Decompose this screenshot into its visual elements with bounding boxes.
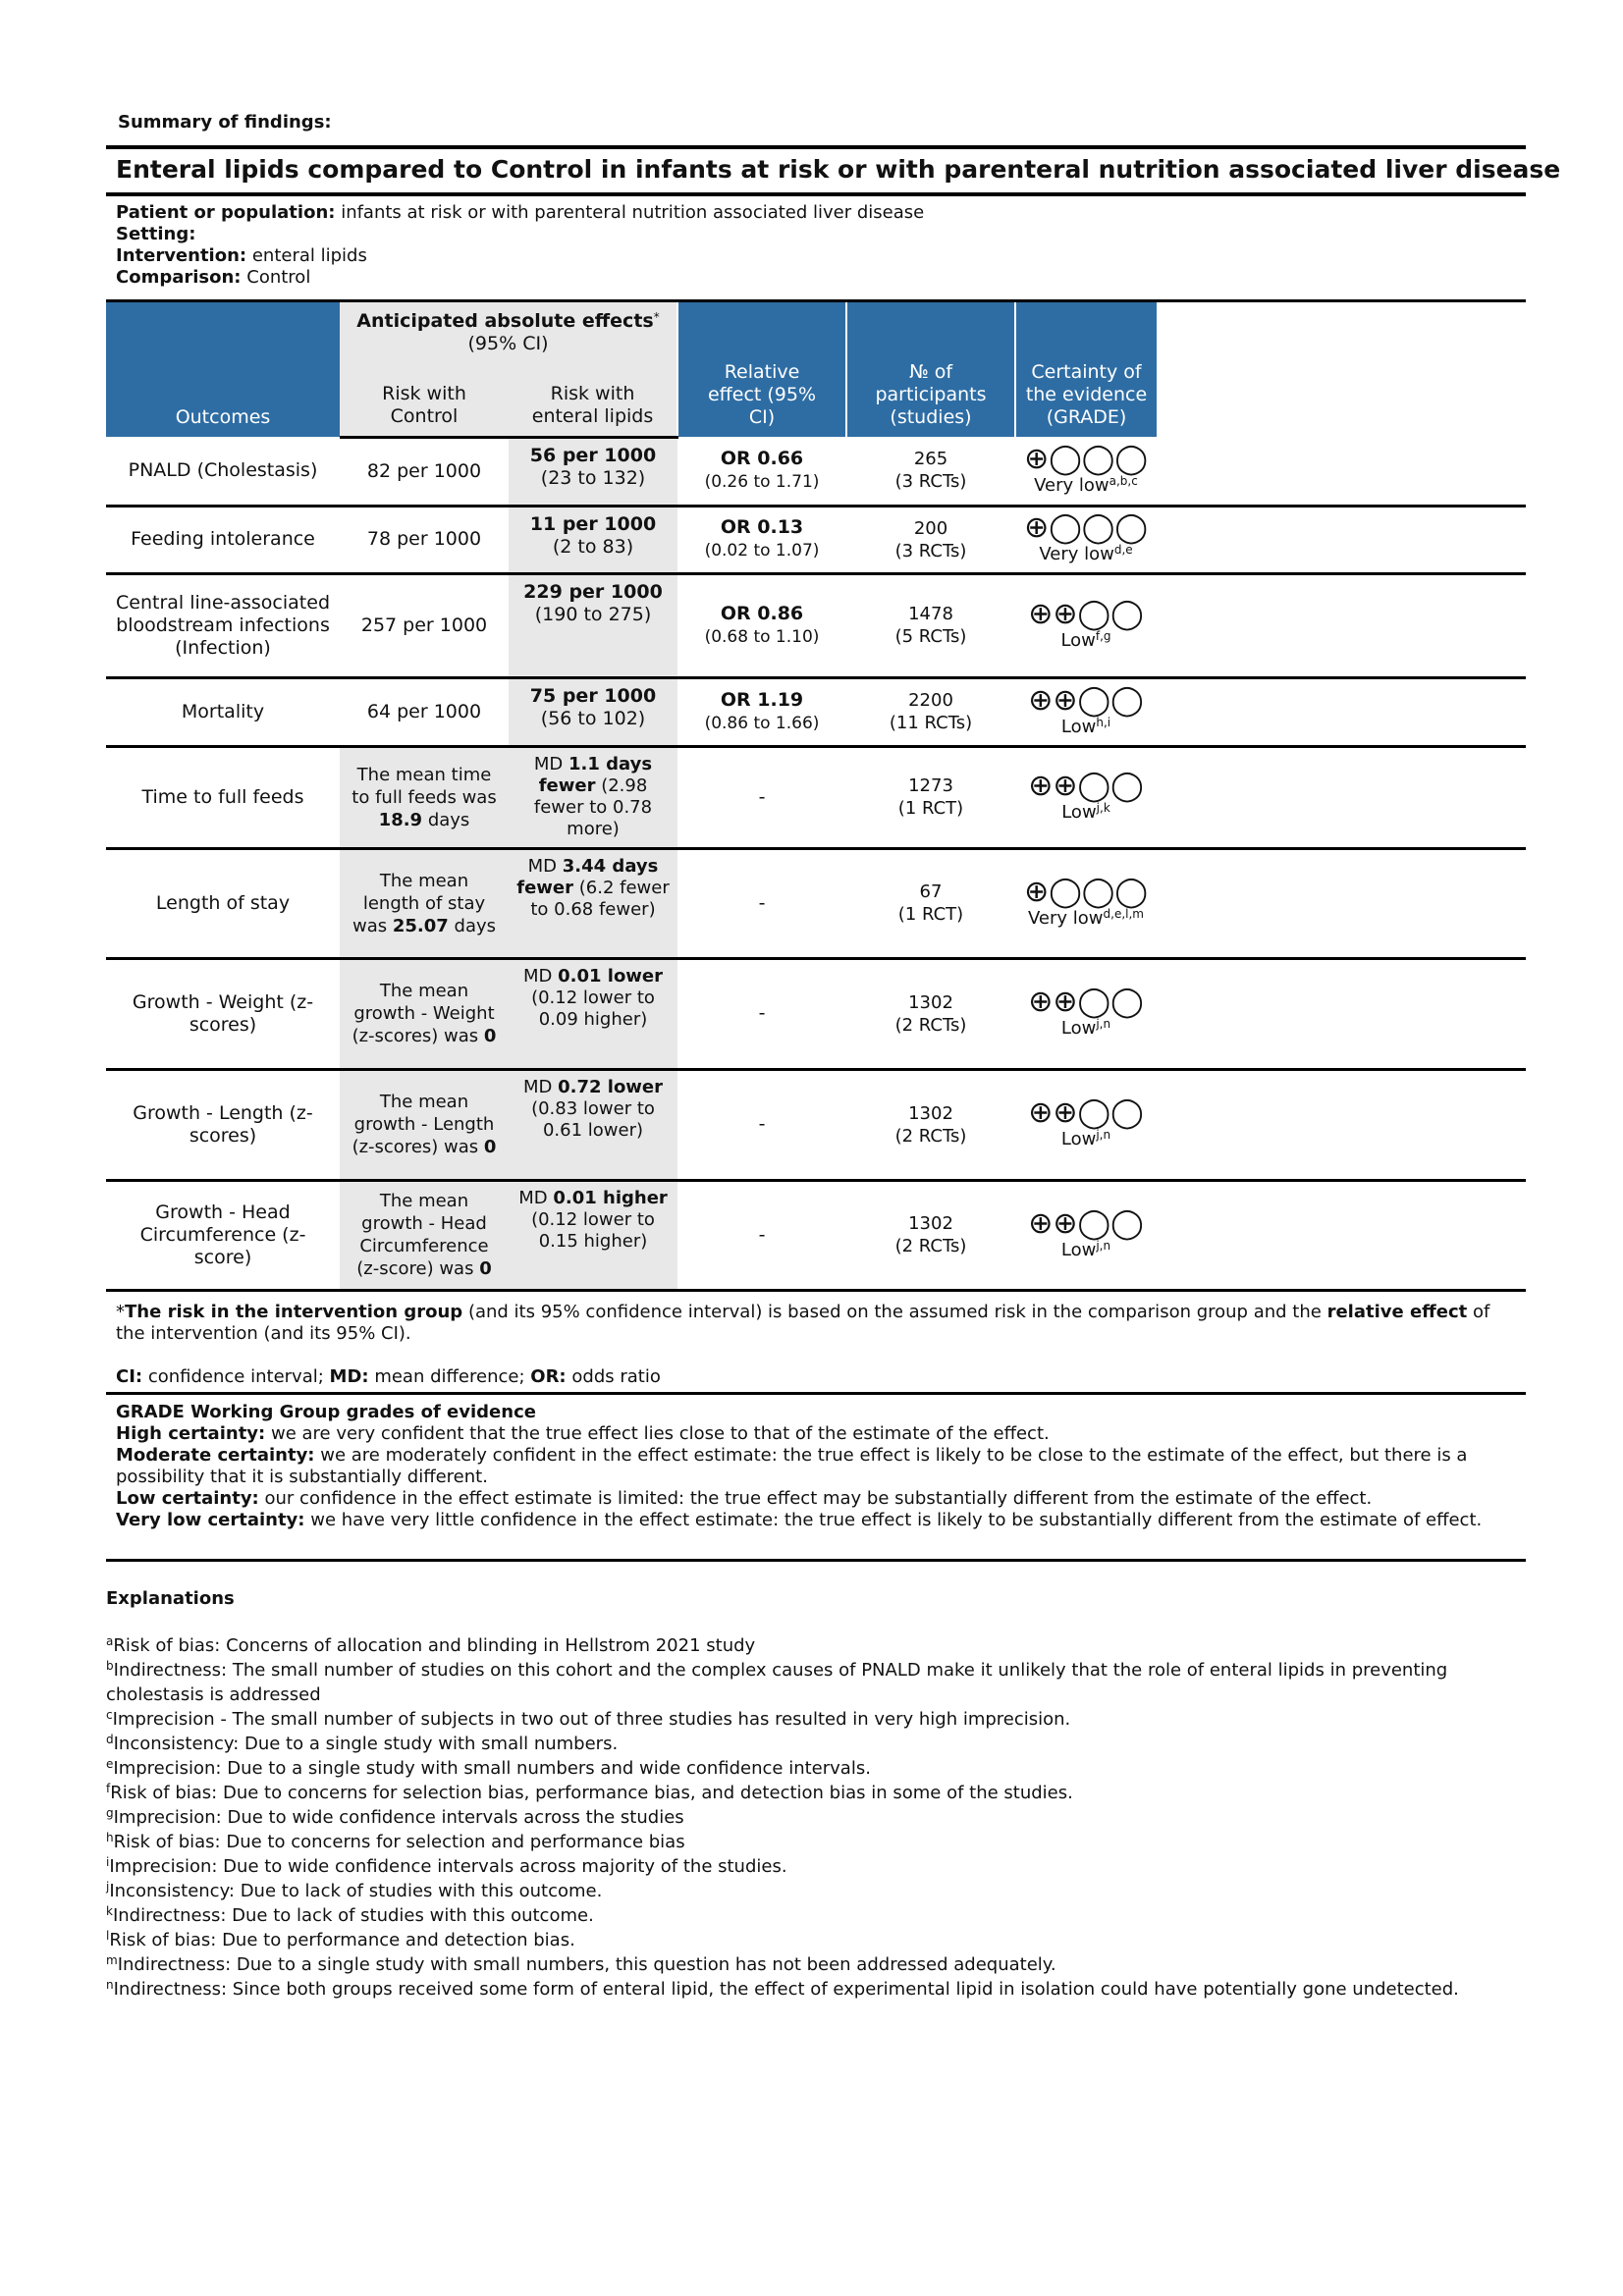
blank-cell: [1157, 746, 1526, 848]
table-row: [106, 848, 1526, 958]
explanation-item: $^b$Indirectness: The small number of studies on this cohort and the complex causes of PNALD make it unlikely that the role of enteral lipids in preventing cholestasis is addressed: [106, 1659, 1448, 1705]
relative-effect-cell: OR 0.66 (0.26 to 1.71): [677, 437, 846, 506]
certainty-cell: ⊕⊕◯◯ Low$^{j,n}$: [1015, 1069, 1157, 1180]
intervention-risk-cell: 11 per 1000 (2 to 83): [509, 506, 677, 573]
table-row: [106, 573, 1526, 677]
header-anticipated: [340, 301, 677, 356]
table-row: [106, 1180, 1526, 1290]
intervention-risk-cell: 229 per 1000 (190 to 275): [509, 573, 677, 677]
intervention-risk-cell: MD 3.44 days fewer (6.2 fewer to 0.68 fewer): [509, 848, 677, 958]
explanation-item: $^g$Imprecision: Due to wide confidence intervals across the studies: [106, 1806, 684, 1828]
intervention-risk-cell: 75 per 1000 (56 to 102): [509, 677, 677, 746]
title-bottom-rule: [106, 192, 1526, 196]
table-row: [106, 437, 1526, 506]
population-block: [116, 202, 924, 289]
intervention-risk-cell: MD 1.1 days fewer (2.98 fewer to 0.78 more): [509, 746, 677, 848]
certainty-rating-icon: ⊕⊕◯◯: [1028, 1095, 1144, 1130]
header-risk-control: Risk with Control: [340, 355, 509, 437]
blank-cell: [1157, 1069, 1526, 1180]
abbreviations: CI: confidence interval; MD: mean difference; OR: odds ratio: [116, 1366, 661, 1387]
intervention-label: Intervention:: [116, 245, 247, 266]
certainty-rating-icon: ⊕◯◯◯: [1024, 874, 1148, 909]
relative-effect-cell: -: [677, 1180, 846, 1290]
blank-cell: [1157, 848, 1526, 958]
grade-title: GRADE Working Group grades of evidence: [116, 1402, 536, 1422]
certainty-rating-icon: ⊕⊕◯◯: [1028, 1205, 1144, 1241]
certainty-cell: ⊕◯◯◯ Very low$^{d,e}$: [1015, 506, 1157, 573]
certainty-rating-icon: ⊕⊕◯◯: [1028, 682, 1144, 718]
table-row: [106, 746, 1526, 848]
participants-cell: 1273 (1 RCT): [846, 746, 1015, 848]
certainty-rating-icon: ⊕⊕◯◯: [1028, 596, 1144, 631]
explanation-item: $^c$Imprecision - The small number of subjects in two out of three studies has resulted in very high imprecision.: [106, 1708, 1071, 1730]
blank-cell: [1157, 437, 1526, 506]
intervention-risk-cell: MD 0.01 lower (0.12 lower to 0.09 higher): [509, 958, 677, 1069]
control-risk-cell: The mean growth - Head Circumference (z-score) was 0: [340, 1180, 509, 1290]
explanation-item: $^j$Inconsistency: Due to lack of studies with this outcome.: [106, 1880, 603, 1901]
relative-effect-cell: -: [677, 958, 846, 1069]
outcome-cell: Growth - Length (z-scores): [106, 1069, 340, 1180]
population-value: infants at risk or with parenteral nutrition associated liver disease: [341, 202, 925, 223]
explanations-title: Explanations: [106, 1588, 235, 1609]
explanation-item: $^f$Risk of bias: Due to concerns for selection bias, performance bias, and detection bias in some of the studies.: [106, 1782, 1073, 1803]
intervention-risk-cell: MD 0.01 higher (0.12 lower to 0.15 higher): [509, 1180, 677, 1290]
control-risk-cell: The mean growth - Weight (z-scores) was 0: [340, 958, 509, 1069]
risk-footnote: *The risk in the intervention group (and its 95% confidence interval) is based on the assumed risk in the comparison group and the relative effect of the intervention (and its 95% CI).: [116, 1302, 1490, 1344]
certainty-cell: ⊕◯◯◯ Very low$^{d,e,l,m}$: [1015, 848, 1157, 958]
findings-table: [106, 299, 1526, 1292]
certainty-rating-icon: ⊕⊕◯◯: [1028, 768, 1144, 803]
header-anticipated-mark: *: [653, 310, 660, 324]
header-certainty: Certainty of the evidence (GRADE): [1015, 301, 1157, 438]
participants-cell: 200 (3 RCTs): [846, 506, 1015, 573]
table-row: [106, 1069, 1526, 1180]
relative-effect-cell: -: [677, 1069, 846, 1180]
blank-cell: [1157, 506, 1526, 573]
outcome-cell: Central line-associated bloodstream infections (Infection): [106, 573, 340, 677]
participants-cell: 1302 (2 RCTs): [846, 958, 1015, 1069]
intervention-risk-cell: MD 0.72 lower (0.83 lower to 0.61 lower): [509, 1069, 677, 1180]
table-row: [106, 958, 1526, 1069]
outcome-cell: PNALD (Cholestasis): [106, 437, 340, 506]
table-row: [106, 506, 1526, 573]
control-risk-cell: The mean time to full feeds was 18.9 days: [340, 746, 509, 848]
certainty-cell: ⊕⊕◯◯ Low$^{j,n}$: [1015, 1180, 1157, 1290]
control-risk-cell: The mean growth - Length (z-scores) was 0: [340, 1069, 509, 1180]
header-anticipated-title: Anticipated absolute effects: [356, 310, 654, 332]
blank-cell: [1157, 573, 1526, 677]
control-risk-cell: 64 per 1000: [340, 677, 509, 746]
intervention-value: enteral lipids: [251, 245, 367, 266]
outcome-cell: Growth - Weight (z-scores): [106, 958, 340, 1069]
control-risk-cell: 82 per 1000: [340, 437, 509, 506]
explanation-item: $^e$Imprecision: Due to a single study with small numbers and wide confidence intervals.: [106, 1757, 871, 1779]
explanation-item: $^l$Risk of bias: Due to performance and detection bias.: [106, 1929, 575, 1950]
blank-cell: [1157, 1180, 1526, 1290]
outcome-cell: Feeding intolerance: [106, 506, 340, 573]
explanation-item: $^n$Indirectness: Since both groups received some form of enteral lipid, the effect of experimental lipid in isolation could have potentially gone undetected.: [106, 1978, 1459, 2000]
control-risk-cell: The mean length of stay was 25.07 days: [340, 848, 509, 958]
relative-effect-cell: OR 0.13 (0.02 to 1.07): [677, 506, 846, 573]
explanations-list: [106, 1633, 1520, 2002]
header-outcomes: Outcomes: [106, 301, 340, 438]
outcome-cell: Length of stay: [106, 848, 340, 958]
header-participants: № of participants (studies): [846, 301, 1015, 438]
certainty-cell: ⊕⊕◯◯ Low$^{j,k}$: [1015, 746, 1157, 848]
population-label: Patient or population:: [116, 202, 336, 223]
comparison-value: Control: [246, 267, 311, 288]
header-blank: [1157, 301, 1526, 438]
grade-definitions: GRADE Working Group grades of evidence High certainty: we are very confident that the true effect lies close to that of the estimate of the effect. Moderate certainty: we are moderately confident in the effect estimate: the true effect is likely to be close to the estimate of the effect, but there is a possibility that it is substantially different. Low certainty: our confidence in the effect estimate is limited: the true effect may be substantially different from the estimate of the effect. Very low certainty: we have very little confidence in the effect estimate: the true effect is likely to be substantially different from the estimate of effect.: [116, 1402, 1483, 1530]
certainty-cell: ⊕⊕◯◯ Low$^{h,i}$: [1015, 677, 1157, 746]
table-row: [106, 677, 1526, 746]
outcome-cell: Mortality: [106, 677, 340, 746]
explanation-item: $^i$Imprecision: Due to wide confidence intervals across majority of the studies.: [106, 1855, 787, 1877]
comparison-label: Comparison:: [116, 267, 242, 288]
relative-effect-cell: OR 1.19 (0.86 to 1.66): [677, 677, 846, 746]
relative-effect-cell: -: [677, 746, 846, 848]
grade-bottom-rule: [106, 1559, 1526, 1562]
summary-label: Summary of findings:: [118, 112, 332, 133]
explanation-item: $^m$Indirectness: Due to a single study with small numbers, this question has not been addressed adequately.: [106, 1953, 1056, 1975]
participants-cell: 1302 (2 RCTs): [846, 1180, 1015, 1290]
intervention-risk-cell: 56 per 1000 (23 to 132): [509, 437, 677, 506]
outcome-cell: Growth - Head Circumference (z-score): [106, 1180, 340, 1290]
control-risk-cell: 257 per 1000: [340, 573, 509, 677]
participants-cell: 1302 (2 RCTs): [846, 1069, 1015, 1180]
participants-cell: 265 (3 RCTs): [846, 437, 1015, 506]
header-anticipated-ci: (95% CI): [467, 333, 549, 354]
relative-effect-cell: -: [677, 848, 846, 958]
outcome-cell: Time to full feeds: [106, 746, 340, 848]
participants-cell: 2200 (11 RCTs): [846, 677, 1015, 746]
certainty-cell: ⊕⊕◯◯ Low$^{j,n}$: [1015, 958, 1157, 1069]
certainty-rating-icon: ⊕◯◯◯: [1024, 441, 1148, 476]
header-relative: Relative effect (95% CI): [677, 301, 846, 438]
control-risk-cell: 78 per 1000: [340, 506, 509, 573]
grade-top-rule: [106, 1392, 1526, 1395]
explanation-item: $^h$Risk of bias: Due to concerns for selection and performance bias: [106, 1831, 685, 1852]
explanation-item: $^a$Risk of bias: Concerns of allocation and blinding in Hellstrom 2021 study: [106, 1634, 756, 1656]
certainty-rating-icon: ⊕◯◯◯: [1024, 510, 1148, 545]
certainty-rating-icon: ⊕⊕◯◯: [1028, 985, 1144, 1019]
explanation-item: $^k$Indirectness: Due to lack of studies with this outcome.: [106, 1904, 594, 1926]
header-risk-intervention: Risk with enteral lipids: [509, 355, 677, 437]
participants-cell: 67 (1 RCT): [846, 848, 1015, 958]
document-title: Enteral lipids compared to Control in infants at risk or with parenteral nutrition associated liver disease: [116, 155, 1561, 184]
certainty-cell: ⊕⊕◯◯ Low$^{f,g}$: [1015, 573, 1157, 677]
certainty-cell: ⊕◯◯◯ Very low$^{a,b,c}$: [1015, 437, 1157, 506]
blank-cell: [1157, 677, 1526, 746]
relative-effect-cell: OR 0.86 (0.68 to 1.10): [677, 573, 846, 677]
setting-label: Setting:: [116, 224, 196, 244]
participants-cell: 1478 (5 RCTs): [846, 573, 1015, 677]
blank-cell: [1157, 958, 1526, 1069]
title-top-rule: [106, 145, 1526, 149]
explanation-item: $^d$Inconsistency: Due to a single study with small numbers.: [106, 1733, 619, 1754]
